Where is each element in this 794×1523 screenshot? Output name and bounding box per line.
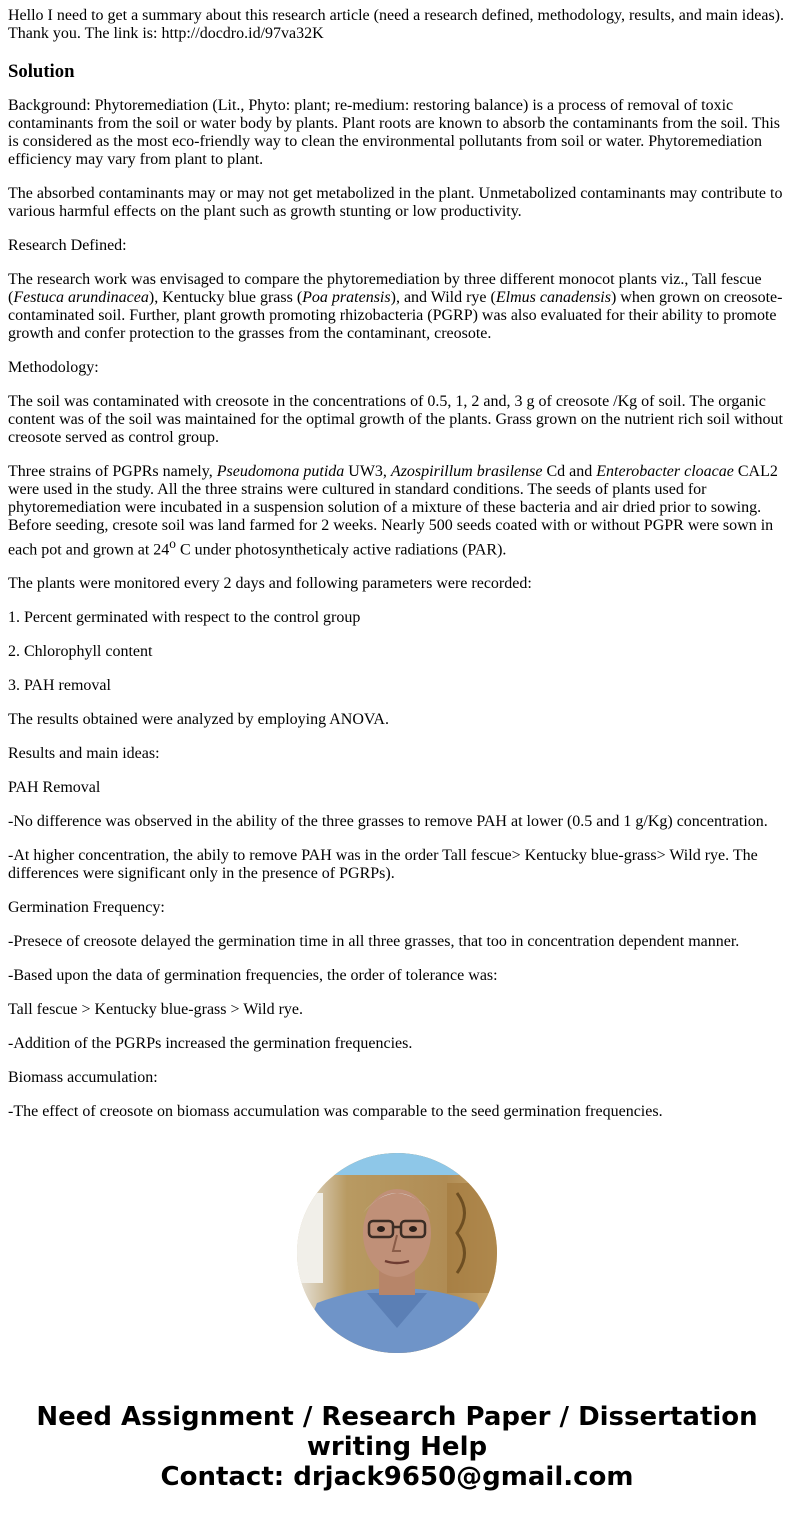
methodology-text-2: UW3, bbox=[344, 463, 391, 480]
parameter-item: 1. Percent germinated with respect to the control group bbox=[8, 609, 361, 627]
research-text-3: ), and Wild rye ( bbox=[390, 289, 496, 306]
methodology-text-4: CAL2 were used in the study. All the three strains were cultured in standard conditions. The seeds of plants used for phytoremediation were incubated in a suspension solution of a mixture of these bacteria and air dried prior to sowing. Before seeding, cresote soil was land farmed for 2 weeks. Nearly 500 seeds coated with or without PGPR were sown in each pot and grown at 24 bbox=[8, 463, 778, 559]
tolerance-order: Tall fescue > Kentucky blue-grass > Wild rye. bbox=[8, 1001, 304, 1019]
methodology-text-5: C under photosyntheticaly active radiations (PAR). bbox=[175, 541, 507, 559]
methodology-heading: Methodology: bbox=[8, 359, 99, 376]
promo-line-1: Need Assignment / Research Paper / Dissertation bbox=[36, 1402, 758, 1432]
tutor-portrait-icon bbox=[297, 1153, 497, 1353]
parameter-item: 3. PAH removal bbox=[8, 677, 111, 695]
methodology-text-3: Cd and bbox=[542, 463, 597, 480]
monitoring-paragraph: The plants were monitored every 2 days and following parameters were recorded: bbox=[8, 575, 532, 593]
germination-point-2: -Based upon the data of germination frequencies, the order of tolerance was: bbox=[8, 967, 498, 985]
germination-point-1: -Presece of creosote delayed the germination time in all three grasses, that too in concentration dependent manner. bbox=[8, 933, 740, 951]
species-wild-rye: Elmus canadensis bbox=[495, 289, 611, 306]
question-text: Hello I need to get a summary about this research article (need a research defined, methodology, results, and main ideas). Thank you. The link is: http://docdro.id/97va32K bbox=[8, 7, 785, 42]
degree-superscript: o bbox=[169, 536, 176, 551]
promo-banner bbox=[0, 1402, 794, 1492]
promo-contact-line: Contact: drjack9650@gmail.com bbox=[160, 1462, 634, 1492]
methodology-paragraph-2 bbox=[8, 463, 786, 559]
strain-pseudomona: Pseudomona putida bbox=[216, 463, 345, 480]
research-heading: Research Defined: bbox=[8, 237, 127, 254]
solution-heading: Solution bbox=[8, 61, 75, 82]
research-paragraph bbox=[8, 271, 786, 343]
species-tall-fescue: Festuca arundinacea bbox=[13, 289, 149, 306]
biomass-heading: Biomass accumulation: bbox=[8, 1069, 158, 1087]
research-text-4: ) when grown on creosote-contaminated soil. Further, plant growth promoting rhizobacteria (PGRP) was also evaluated for their ability to promote growth and confer protection to the grasses from the contaminant, creosote. bbox=[8, 289, 783, 342]
strain-azospirillum: Azospirillum brasilense bbox=[390, 463, 543, 480]
pah-point-2: -At higher concentration, the abily to remove PAH was in the order Tall fescue> Kentucky blue-grass> Wild rye. The differences were significant only in the presence of PGRPs). bbox=[8, 847, 758, 883]
pah-point-1: -No difference was observed in the ability of the three grasses to remove PAH at lower (0.5 and 1 g/Kg) concentration. bbox=[8, 813, 768, 831]
results-heading: Results and main ideas: bbox=[8, 745, 160, 763]
germination-point-3: -Addition of the PGRPs increased the germination frequencies. bbox=[8, 1035, 413, 1053]
research-text-1: The research work was envisaged to compare the phytoremediation by three different monocot plants viz., Tall fescue ( bbox=[8, 271, 762, 306]
promo-line-2: writing Help bbox=[306, 1432, 488, 1462]
research-text-2: ), Kentucky blue grass ( bbox=[148, 289, 303, 306]
germination-heading: Germination Frequency: bbox=[8, 899, 165, 917]
methodology-paragraph-1: The soil was contaminated with creosote in the concentrations of 0.5, 1, 2 and, 3 g of creosote /Kg of soil. The organic content was of the soil was maintained for the optimal growth of the plants. Grass grown on the nutrient rich soil without creosote served as control group. bbox=[8, 393, 783, 446]
strain-enterobacter: Enterobacter cloacae bbox=[596, 463, 734, 480]
background-paragraph: Background: Phytoremediation (Lit., Phyto: plant; re-medium: restoring balance) is a process of removal of toxic contaminants from the soil or water body by plants. Plant roots are known to absorb the contaminants from the soil. This is considered as the most eco-friendly way to clean the environmental pollutants from soil or water. Phytoremediation efficiency may vary from plant to plant. bbox=[8, 97, 781, 168]
methodology-text-1: Three strains of PGPRs namely, bbox=[8, 463, 217, 480]
avatar bbox=[297, 1153, 497, 1353]
pah-heading: PAH Removal bbox=[8, 779, 101, 797]
biomass-point-1: -The effect of creosote on biomass accumulation was comparable to the seed germination frequencies. bbox=[8, 1103, 663, 1121]
anova-paragraph: The results obtained were analyzed by employing ANOVA. bbox=[8, 711, 389, 729]
species-kentucky-blue-grass: Poa pratensis bbox=[302, 289, 391, 306]
solution-document bbox=[8, 7, 786, 1123]
parameter-item: 2. Chlorophyll content bbox=[8, 643, 153, 661]
absorbed-paragraph: The absorbed contaminants may or may not get metabolized in the plant. Unmetabolized contaminants may contribute to various harmful effects on the plant such as growth stunting or low productivity. bbox=[8, 185, 783, 220]
